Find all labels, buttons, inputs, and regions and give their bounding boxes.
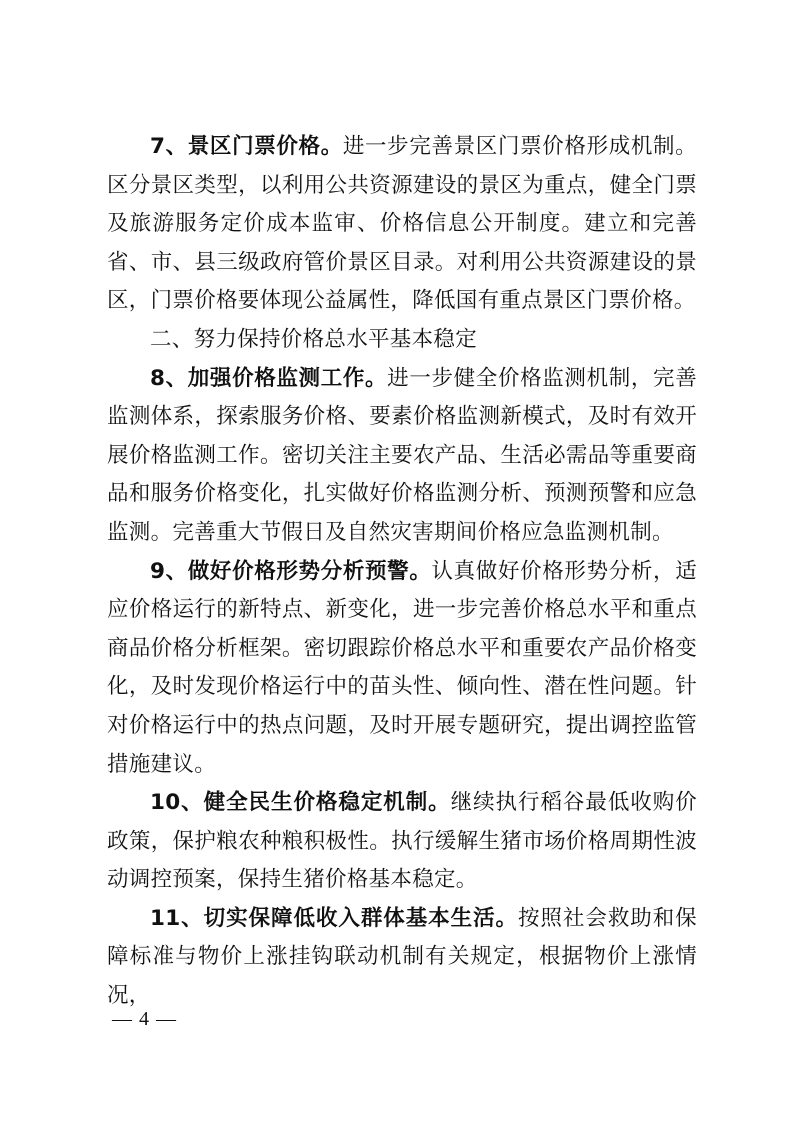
section-heading: 二、努力保持价格总水平基本稳定	[150, 326, 478, 352]
paragraph-7-text: 进一步完善景区门票价格形成机制。区分景区类型，以利用公共资源建设的景区为重点，健全门票及旅游服务定价成本监审、价格信息公开制度。建立和完善省、市、县三级政府管价景区目录。对利用公共资源建设的景区，门票价格要体现公益属性，降低国有重点景区门票价格。	[107, 134, 697, 314]
paragraph-7	[107, 128, 697, 321]
paragraph-7-lead: 7、景区门票价格。	[150, 134, 343, 159]
paragraph-11-lead: 11、切实保障低收入群体基本生活。	[150, 905, 518, 931]
paragraph-10	[107, 784, 697, 900]
paragraph-9	[107, 553, 697, 785]
paragraph-11	[107, 900, 697, 1016]
paragraph-11-text: 按照社会救助和保障标准与物价上涨挂钩联动机制有关规定，根据物价上涨情况，	[107, 905, 697, 1009]
document-body	[107, 128, 697, 1016]
paragraph-8	[107, 360, 697, 553]
paragraph-9-text: 认真做好价格形势分析，适应价格运行的新特点、新变化，进一步完善价格总水平和重点商品价格分析框架。密切跟踪价格总水平和重要农产品价格变化，及时发现价格运行中的苗头性、倾向性、潜在性问题。针对价格运行中的热点问题，及时开展专题研究，提出调控监管措施建议。	[107, 558, 697, 777]
paragraph-8-text: 进一步健全价格监测机制，完善监测体系，探索服务价格、要素价格监测新模式，及时有效开展价格监测工作。密切关注主要农产品、生活必需品等重要商品和服务价格变化，扎实做好价格监测分析、预测预警和应急监测。完善重大节假日及自然灾害期间价格应急监测机制。	[107, 365, 697, 545]
paragraph-9-lead: 9、做好价格形势分析预警。	[150, 558, 432, 584]
paragraph-8-lead: 8、加强价格监测工作。	[150, 365, 388, 391]
paragraph-10-lead: 10、健全民生价格稳定机制。	[150, 790, 451, 816]
page-number: — 4 —	[112, 1008, 177, 1030]
paragraph-10-text: 继续执行稻谷最低收购价政策，保护粮农种粮积极性。执行缓解生猪市场价格周期性波动调控预案，保持生猪价格基本稳定。	[107, 790, 697, 893]
